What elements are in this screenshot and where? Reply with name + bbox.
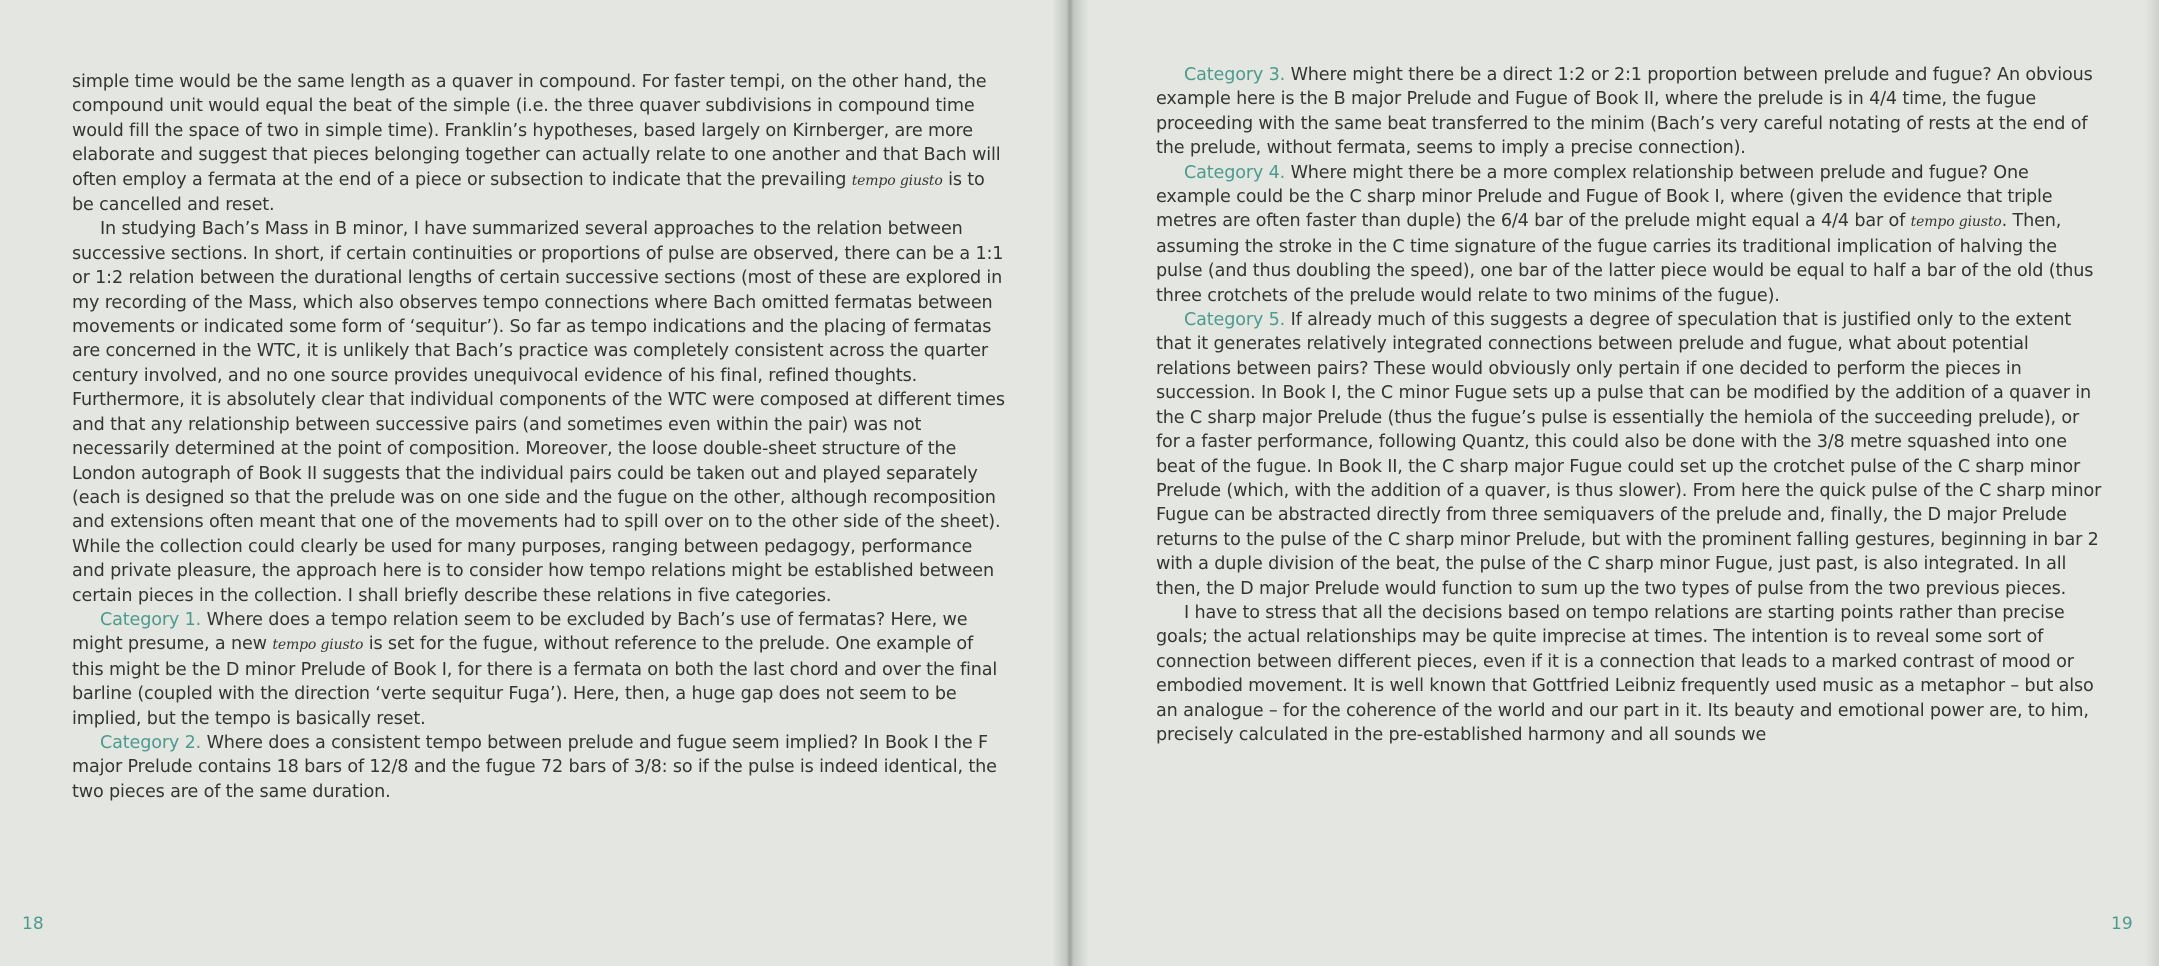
paragraph-text: . Then, assuming the stroke in the C time signature of the fugue carries its traditional implication of halving the pulse (and thus doubling the speed), one bar of the latter piece would be equal to half a bar of the old (thus three crotchets of the prelude would relate to two minims of the fugue). xyxy=(1156,211,2094,306)
category-1-paragraph xyxy=(72,608,1008,731)
page-number: 19 xyxy=(2111,914,2133,934)
category-label: Category 3. xyxy=(1184,65,1286,85)
italic-term: tempo giusto xyxy=(851,172,943,189)
category-5-paragraph xyxy=(1156,308,2108,601)
paragraph-text: In studying Bach’s Mass in B minor, I have summarized several approaches to the relation between successive sections. In short, if certain continuities or proportions of pulse are observed, there can be a 1:1 or 1:2 relation between the durational lengths of certain successive sections (most of these are explored in my recording of the Mass, which also observes tempo connections where Bach omitted fermatas between movements or indicated some form of ‘sequitur’). So far as tempo indications and the placing of fermatas are concerned in the WTC, it is unlikely that Bach’s practice was completely consistent across the quarter century involved, and no one source provides unequivocal evidence of his final, refined thoughts. Furthermore, it is absolutely clear that individual components of the WTC were composed at different times and that any relationship between successive pairs (and sometimes even within the pair) was not necessarily determined at the point of composition. Moreover, the loose double-sheet structure of the London autograph of Book II suggests that the individual pairs could be taken out and played separately (each is designed so that the prelude was on one side and the fugue on the other, although recomposition and extensions often meant that one of the movements had to spill over on to the other side of the sheet). While the collection could clearly be used for many purposes, ranging between pedagogy, performance and private pleasure, the approach here is to consider how tempo relations might be established between certain pieces in the collection. I shall briefly describe these relations in five categories. xyxy=(72,219,1005,606)
category-label: Category 4. xyxy=(1184,162,1286,183)
paragraph-text: Where might there be a more complex relationship between prelude and fugue? One example could be the C sharp minor Prelude and Fugue of Book I, where (given the evidence that triple metres are often faster than duple) the 6/4 bar of the prelude might equal a 4/4 bar of xyxy=(1156,162,2053,232)
category-3-paragraph xyxy=(1156,63,2108,161)
left-page-body xyxy=(72,70,1008,804)
paragraph xyxy=(72,217,1008,608)
paragraph-text: Where might there be a direct 1:2 or 2:1 proportion between prelude and fugue? An obvious example here is the B major Prelude and Fugue of Book II, where the prelude is in 4/4 time, the fugue proceeding with the same beat transferred to the minim (Bach’s very careful notating of rests at the end of the prelude, without fermata, seems to imply a precise connection). xyxy=(1156,65,2093,159)
paragraph-text: Where does a tempo relation seem to be excluded by Bach’s use of fermatas? Here, we might presume, a new xyxy=(72,609,968,655)
page-number: 18 xyxy=(22,914,44,934)
category-2-paragraph xyxy=(72,731,1008,804)
category-4-paragraph xyxy=(1156,161,2108,308)
paragraph xyxy=(72,70,1008,217)
paragraph-text: is to be cancelled and reset. xyxy=(72,169,985,216)
paragraph-text: simple time would be the same length as a quaver in compound. For faster tempi, on the other hand, the compound unit would equal the beat of the simple (i.e. the three quaver subdivisions in compound time would fill the space of two in simple time). Franklin’s hypotheses, based largely on Kirnberger, are more elaborate and suggest that pieces belonging together can actually relate to one another and that Bach will often employ a fermata at the end of a piece or subsection to indicate that the prevailing xyxy=(72,72,1001,190)
category-label: Category 2. xyxy=(100,732,202,753)
paragraph-text: is set for the fugue, without reference to the prelude. One example of this might be the D minor Prelude of Book I, for there is a fermata on both the last chord and over the final barline (coupled with the direction ‘verte sequitur Fuga’). Here, then, a huge gap does not seem to be implied, but the tempo is basically reset. xyxy=(72,634,998,729)
category-label: Category 5. xyxy=(1184,310,1286,331)
category-label: Category 1. xyxy=(100,609,202,630)
paragraph xyxy=(1156,601,2108,747)
paragraph-text: If already much of this suggests a degree of speculation that is justified only to the extent that it generates relatively integrated connections between prelude and fugue, what about potential relations between pairs? These would obviously only pertain if one decided to perform the pieces in succession. In Book I, the C minor Fugue sets up a pulse that can be modified by the addition of a quaver in the C sharp major Prelude (thus the fugue’s pulse is essentially the hemiola of the succeeding prelude), or for a faster performance, following Quantz, this could also be done with the 3/8 metre squashed into one beat of the fugue. In Book II, the C sharp major Fugue could set up the crotchet pulse of the C sharp minor Prelude (which, with the addition of a quaver, is thus slower). From here the quick pulse of the C sharp minor Fugue can be abstracted directly from three semiquavers of the prelude and, finally, the D major Prelude returns to the pulse of the C sharp minor Prelude, but with the prominent falling gestures, beginning in bar 2 with a duple division of the beat, the pulse of the C sharp minor Fugue, just past, is also integrated. In all then, the D major Prelude would function to sum up the two types of pulse from the two previous pieces. xyxy=(1156,310,2102,599)
paragraph-text: I have to stress that all the decisions based on tempo relations are starting points rather than precise goals; the actual relationships may be quite imprecise at times. The intention is to reveal some sort of connection between different pieces, even if it is a connection that leads to a marked contrast of mood or embodied movement. It is well known that Gottfried Leibniz frequently used music as a metaphor – but also an analogue – for the coherence of the world and our part in it. Its beauty and emotional power are, to him, precisely calculated in the pre-established harmony and all sounds we xyxy=(1156,602,2094,745)
italic-term: tempo giusto xyxy=(272,637,364,654)
italic-term: tempo giusto xyxy=(1910,214,2002,231)
right-page-body xyxy=(1156,63,2108,747)
right-page xyxy=(1068,0,2159,966)
paragraph-text: Where does a consistent tempo between prelude and fugue seem implied? In Book I the F major Prelude contains 18 bars of 12/8 and the fugue 72 bars of 3/8: so if the pulse is indeed identical, the two pieces are of the same duration. xyxy=(72,732,997,802)
book-gutter xyxy=(1052,0,1088,966)
left-page xyxy=(0,0,1068,966)
